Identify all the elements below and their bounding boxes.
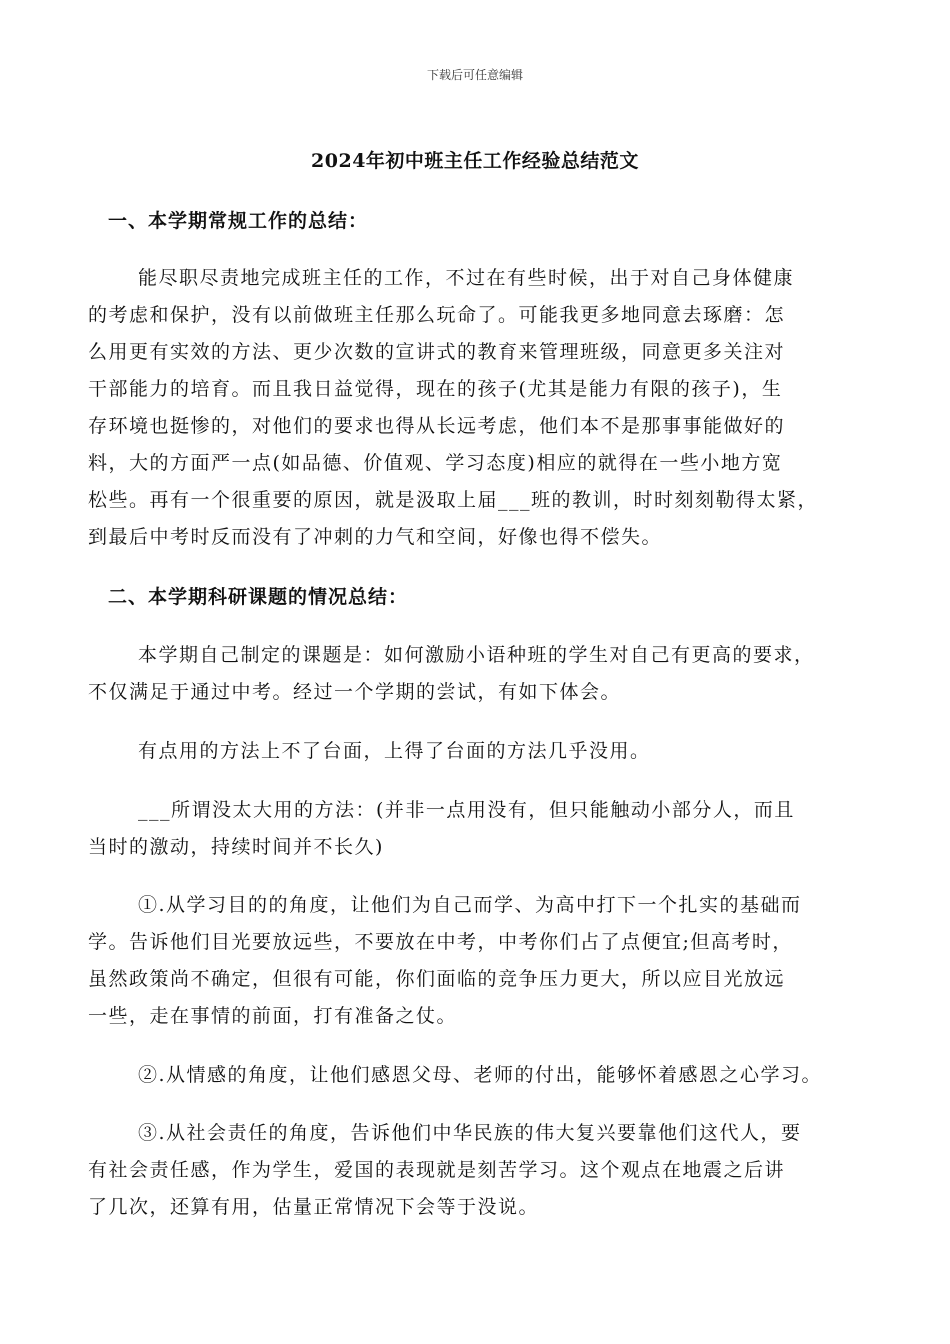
paragraph-line: 到最后中考时反而没有了冲刺的力气和空间，好像也得不偿失。	[88, 526, 663, 548]
paragraph-line: ②.从情感的角度，让他们感恩父母、老师的付出，能够怀着感恩之心学习。	[138, 1064, 823, 1086]
paragraph-line: 虽然政策尚不确定，但很有可能，你们面临的竞争压力更大，所以应目光放远	[88, 968, 786, 990]
section-heading-research: 二、本学期科研课题的情况总结：	[108, 586, 409, 608]
paragraph-line: 当时的激动，持续时间并不长久)	[88, 836, 384, 858]
document-title: 2024年初中班主任工作经验总结范文	[311, 150, 639, 172]
paragraph-line: 干部能力的培育。而且我日益觉得，现在的孩子(尤其是能力有限的孩子)，生	[88, 378, 783, 400]
paragraph-line: 有社会责任感，作为学生，爱国的表现就是刻苦学习。这个观点在地震之后讲	[88, 1159, 786, 1181]
paragraph-line: 松些。再有一个很重要的原因，就是汲取上届___班的教训，时时刻刻勒得太紧，	[88, 489, 819, 511]
paragraph-line: ③.从社会责任的角度，告诉他们中华民族的伟大复兴要靠他们这代人，要	[138, 1122, 802, 1144]
paragraph-line: 的考虑和保护，没有以前做班主任那么玩命了。可能我更多地同意去琢磨：怎	[88, 304, 786, 326]
paragraph-line: ___所谓没太大用的方法：(并非一点用没有，但只能触动小部分人，而且	[138, 799, 795, 821]
paragraph-line: 一些，走在事情的前面，打有准备之仗。	[88, 1005, 458, 1027]
section-heading-routine-work: 一、本学期常规工作的总结：	[108, 210, 369, 232]
paragraph-line: 学。告诉他们目光要放远些，不要放在中考，中考你们占了点便宜;但高考时，	[88, 931, 793, 953]
paragraph-line: 能尽职尽责地完成班主任的工作，不过在有些时候，出于对自己身体健康	[138, 267, 795, 289]
paragraph-line: 么用更有实效的方法、更少次数的宣讲式的教育来管理班级，同意更多关注对	[88, 341, 786, 363]
paragraph-line: 了几次，还算有用，估量正常情况下会等于没说。	[88, 1196, 540, 1218]
paragraph-line: 存环境也挺惨的，对他们的要求也得从长远考虑，他们本不是那事事能做好的	[88, 415, 786, 437]
paragraph-line: 料，大的方面严一点(如品德、价值观、学习态度)相应的就得在一些小地方宽	[88, 452, 783, 474]
paragraph-line: 本学期自己制定的课题是：如何激励小语种班的学生对自己有更高的要求，	[138, 644, 815, 666]
paragraph-line: ①.从学习目的的角度，让他们为自己而学、为高中打下一个扎实的基础而	[138, 894, 802, 916]
paragraph-line: 不仅满足于通过中考。经过一个学期的尝试，有如下体会。	[88, 681, 622, 703]
page-header-note: 下载后可任意编辑	[426, 68, 523, 82]
paragraph-line: 有点用的方法上不了台面，上得了台面的方法几乎没用。	[138, 740, 651, 762]
